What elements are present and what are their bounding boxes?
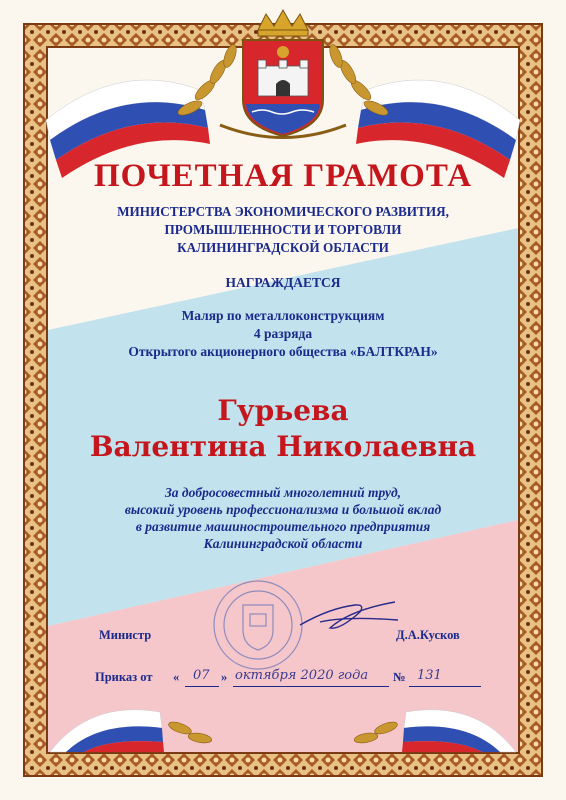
position-line: Открытого акционерного общества «БАЛТКРАН» xyxy=(128,344,438,359)
reason-line: За добросовестный многолетний труд, xyxy=(164,485,402,500)
issuer-line: КАЛИНИНГРАДСКОЙ ОБЛАСТИ xyxy=(177,240,389,255)
signer-title: Министр xyxy=(99,628,152,642)
order-number-sign: № xyxy=(393,670,406,684)
order-prefix: Приказ от xyxy=(95,670,153,684)
award-label: НАГРАЖДАЕТСЯ xyxy=(225,275,341,290)
recipient-name xyxy=(0,393,566,465)
recipient-surname: Гурьева xyxy=(217,394,349,427)
order-quote-open: « xyxy=(173,670,180,684)
certificate-title: ПОЧЕТНАЯ ГРАМОТА xyxy=(93,158,473,194)
recipient-given-names: Валентина Николаевна xyxy=(89,430,477,463)
reason-line: в развитие машиностроительного предприятия xyxy=(135,519,431,534)
issuer-block xyxy=(0,203,566,257)
reason-line: высокий уровень профессионализма и большой вклад xyxy=(124,502,442,517)
reason-line: Калининградской области xyxy=(203,536,363,551)
order-month-year: октября 2020 года xyxy=(235,668,369,683)
award-reason xyxy=(0,484,566,552)
order-quote-close: » xyxy=(221,670,228,684)
position-line: 4 разряда xyxy=(253,326,313,341)
order-day: 07 xyxy=(193,668,210,683)
issuer-line: ПРОМЫШЛЕННОСТИ И ТОРГОВЛИ xyxy=(164,222,402,237)
position-line: Маляр по металлоконструкциям xyxy=(181,308,385,323)
position-block xyxy=(0,307,566,361)
issuer-line: МИНИСТЕРСТВА ЭКОНОМИЧЕСКОГО РАЗВИТИЯ, xyxy=(117,204,449,219)
signer-name: Д.А.Кусков xyxy=(396,628,460,642)
order-line xyxy=(95,670,495,692)
order-number: 131 xyxy=(417,668,442,683)
